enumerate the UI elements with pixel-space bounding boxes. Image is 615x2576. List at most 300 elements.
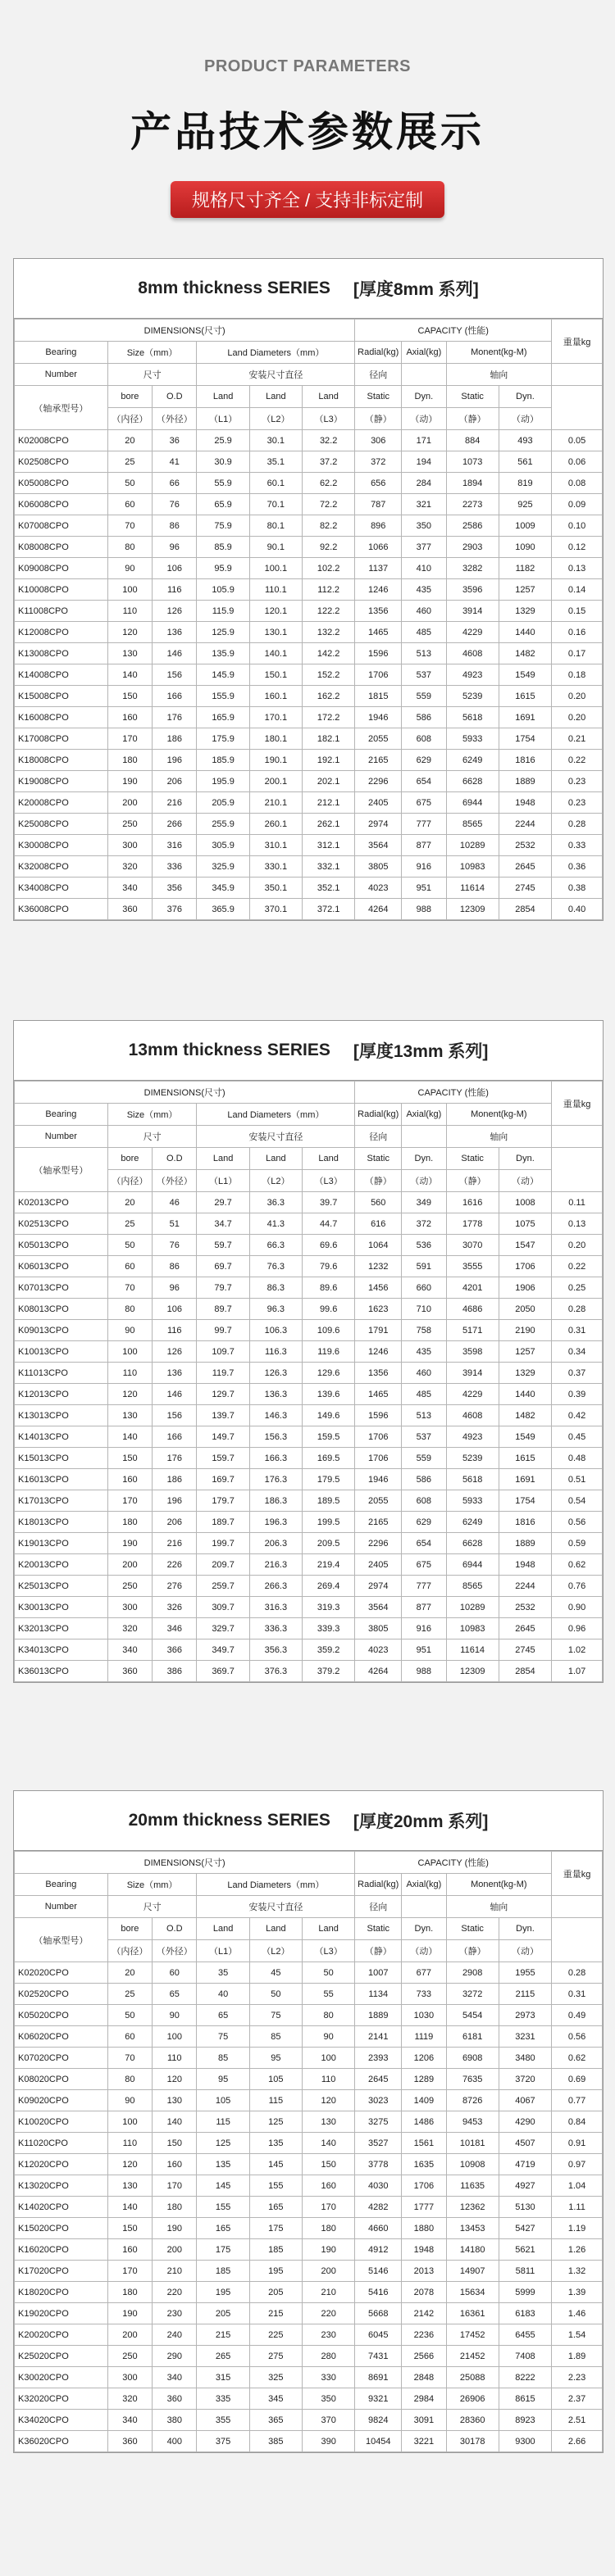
model-cell: K14020CPO: [15, 2197, 108, 2218]
value-cell: 376: [153, 899, 197, 920]
value-cell: 36.3: [249, 1192, 302, 1213]
value-cell: 359.2: [302, 1639, 354, 1661]
value-cell: 15634: [446, 2282, 499, 2303]
table-row: [15, 1448, 603, 1469]
value-cell: 2908: [446, 1962, 499, 1984]
value-cell: 195: [197, 2282, 249, 2303]
value-cell: 375: [197, 2431, 249, 2452]
value-cell: 1246: [355, 1341, 402, 1363]
model-cell: K15013CPO: [15, 1448, 108, 1469]
value-cell: 13453: [446, 2218, 499, 2239]
value-cell: 2050: [499, 1299, 551, 1320]
value-cell: 1815: [355, 686, 402, 707]
value-cell: 1.54: [552, 2324, 603, 2346]
value-cell: 0.33: [552, 835, 603, 856]
table-row: [15, 1554, 603, 1576]
radial-header: Radial(kg): [355, 1874, 402, 1896]
table-row: [15, 451, 603, 473]
value-cell: 0.05: [552, 430, 603, 451]
column-subheader: （静）: [355, 1170, 402, 1192]
land-cn-header: 安装尺寸直径: [197, 364, 355, 386]
table-row: [15, 473, 603, 494]
value-cell: 50: [107, 473, 152, 494]
model-cell: K15008CPO: [15, 686, 108, 707]
column-header: Land: [249, 1918, 302, 1940]
value-cell: 1.89: [552, 2346, 603, 2367]
value-cell: 5618: [446, 707, 499, 728]
value-cell: 85.9: [197, 537, 249, 558]
value-cell: 29.7: [197, 1192, 249, 1213]
empty-cell: [402, 1896, 446, 1918]
value-cell: 877: [402, 835, 446, 856]
value-cell: 116: [153, 579, 197, 601]
value-cell: 0.11: [552, 1192, 603, 1213]
value-cell: 6944: [446, 1554, 499, 1576]
value-cell: 1.46: [552, 2303, 603, 2324]
value-cell: 170: [107, 2261, 152, 2282]
value-cell: 386: [153, 1661, 197, 1682]
column-header: bore: [107, 1148, 152, 1170]
value-cell: 4923: [446, 664, 499, 686]
table-row: [15, 1661, 603, 1682]
value-cell: 179.7: [197, 1490, 249, 1512]
value-cell: 6455: [499, 2324, 551, 2346]
table-row: [15, 537, 603, 558]
value-cell: 4023: [355, 878, 402, 899]
value-cell: 70.1: [249, 494, 302, 515]
value-cell: 320: [107, 2388, 152, 2410]
value-cell: 1623: [355, 1299, 402, 1320]
value-cell: 1946: [355, 1469, 402, 1490]
model-cell: K09008CPO: [15, 558, 108, 579]
table-row: [15, 430, 603, 451]
value-cell: 350: [402, 515, 446, 537]
value-cell: 3598: [446, 1341, 499, 1363]
value-cell: 2236: [402, 2324, 446, 2346]
model-cell: K19020CPO: [15, 2303, 108, 2324]
value-cell: 5454: [446, 2005, 499, 2026]
value-cell: 196: [153, 1490, 197, 1512]
size-cn-header: 尺寸: [107, 1896, 197, 1918]
value-cell: 1.11: [552, 2197, 603, 2218]
value-cell: 2566: [402, 2346, 446, 2367]
value-cell: 0.90: [552, 1597, 603, 1618]
value-cell: 170: [153, 2175, 197, 2197]
value-cell: 185.9: [197, 750, 249, 771]
value-cell: 1486: [402, 2111, 446, 2133]
model-cell: K02008CPO: [15, 430, 108, 451]
column-header: Static: [355, 1918, 402, 1940]
value-cell: 0.22: [552, 750, 603, 771]
value-cell: 171: [402, 430, 446, 451]
value-cell: 1894: [446, 473, 499, 494]
value-cell: 1615: [499, 1448, 551, 1469]
dimensions-header: DIMENSIONS(尺寸): [15, 320, 355, 342]
model-cell: K13013CPO: [15, 1405, 108, 1426]
value-cell: 2645: [355, 2069, 402, 2090]
value-cell: 165: [249, 2197, 302, 2218]
value-cell: 180: [107, 750, 152, 771]
dimensions-header: DIMENSIONS(尺寸): [15, 1082, 355, 1104]
value-cell: 330: [302, 2367, 354, 2388]
value-cell: 190.1: [249, 750, 302, 771]
column-header: Land: [302, 1148, 354, 1170]
value-cell: 1.32: [552, 2261, 603, 2282]
value-cell: 155: [197, 2197, 249, 2218]
value-cell: 339.3: [302, 1618, 354, 1639]
value-cell: 30178: [446, 2431, 499, 2452]
column-header: Dyn.: [499, 386, 551, 408]
value-cell: 6045: [355, 2324, 402, 2346]
value-cell: 156.3: [249, 1426, 302, 1448]
radial-cn-header: 径向: [355, 1896, 402, 1918]
value-cell: 209.5: [302, 1533, 354, 1554]
value-cell: 0.10: [552, 515, 603, 537]
model-cell: K16020CPO: [15, 2239, 108, 2261]
value-cell: 116.3: [249, 1341, 302, 1363]
value-cell: 195: [249, 2261, 302, 2282]
value-cell: 654: [402, 771, 446, 792]
value-cell: 250: [107, 814, 152, 835]
value-cell: 10908: [446, 2154, 499, 2175]
value-cell: 160: [153, 2154, 197, 2175]
value-cell: 0.76: [552, 1576, 603, 1597]
model-cell: K07013CPO: [15, 1277, 108, 1299]
value-cell: 100.1: [249, 558, 302, 579]
value-cell: 1948: [499, 792, 551, 814]
value-cell: 360: [107, 2431, 152, 2452]
value-cell: 513: [402, 643, 446, 664]
weight-header: 重量kg: [552, 1082, 603, 1126]
value-cell: 0.54: [552, 1490, 603, 1512]
empty-cell: [552, 1918, 603, 1962]
value-cell: 110: [302, 2069, 354, 2090]
value-cell: 180: [153, 2197, 197, 2218]
value-cell: 4912: [355, 2239, 402, 2261]
value-cell: 100: [107, 2111, 152, 2133]
value-cell: 0.20: [552, 1235, 603, 1256]
value-cell: 330.1: [249, 856, 302, 878]
value-cell: 50: [302, 1962, 354, 1984]
header-chinese-title: 产品技术参数展示: [130, 109, 485, 155]
value-cell: 5811: [499, 2261, 551, 2282]
value-cell: 41.3: [249, 1213, 302, 1235]
model-cell: K36020CPO: [15, 2431, 108, 2452]
value-cell: 70: [107, 2048, 152, 2069]
value-cell: 2532: [499, 835, 551, 856]
value-cell: 79.6: [302, 1256, 354, 1277]
value-cell: 1778: [446, 1213, 499, 1235]
value-cell: 0.13: [552, 558, 603, 579]
value-cell: 205.9: [197, 792, 249, 814]
table-row: [15, 1341, 603, 1363]
value-cell: 66.3: [249, 1235, 302, 1256]
value-cell: 925: [499, 494, 551, 515]
model-cell: K30013CPO: [15, 1597, 108, 1618]
value-cell: 3596: [446, 579, 499, 601]
value-cell: 210: [302, 2282, 354, 2303]
value-cell: 4282: [355, 2197, 402, 2218]
value-cell: 150: [153, 2133, 197, 2154]
value-cell: 72.2: [302, 494, 354, 515]
table-row: [15, 771, 603, 792]
value-cell: 1073: [446, 451, 499, 473]
axial-header: Axial(kg): [402, 1874, 446, 1896]
column-subheader: （动）: [402, 1170, 446, 1192]
value-cell: 0.28: [552, 1299, 603, 1320]
value-cell: 162.2: [302, 686, 354, 707]
value-cell: 80: [107, 537, 152, 558]
model-cell: K12008CPO: [15, 622, 108, 643]
value-cell: 0.62: [552, 1554, 603, 1576]
size-header: Size（mm）: [107, 1104, 197, 1126]
value-cell: 9300: [499, 2431, 551, 2452]
value-cell: 3282: [446, 558, 499, 579]
value-cell: 1777: [402, 2197, 446, 2218]
model-header: （轴承型号）: [15, 1148, 108, 1192]
value-cell: 186: [153, 728, 197, 750]
value-cell: 360: [107, 1661, 152, 1682]
value-cell: 5933: [446, 728, 499, 750]
value-cell: 675: [402, 792, 446, 814]
value-cell: 366: [153, 1639, 197, 1661]
value-cell: 189.7: [197, 1512, 249, 1533]
value-cell: 0.62: [552, 2048, 603, 2069]
value-cell: 69.6: [302, 1235, 354, 1256]
value-cell: 5171: [446, 1320, 499, 1341]
value-cell: 140: [107, 664, 152, 686]
value-cell: 130: [153, 2090, 197, 2111]
column-header: Static: [446, 1918, 499, 1940]
size-header: Size（mm）: [107, 342, 197, 364]
value-cell: 0.38: [552, 878, 603, 899]
value-cell: 1090: [499, 537, 551, 558]
value-cell: 2165: [355, 1512, 402, 1533]
value-cell: 120: [107, 622, 152, 643]
value-cell: 75: [249, 2005, 302, 2026]
value-cell: 276: [153, 1576, 197, 1597]
value-cell: 6249: [446, 1512, 499, 1533]
value-cell: 0.20: [552, 686, 603, 707]
column-header: O.D: [153, 1148, 197, 1170]
value-cell: 25: [107, 451, 152, 473]
header-badge: 规格尺寸齐全 / 支持非标定制: [171, 181, 444, 218]
value-cell: 660: [402, 1277, 446, 1299]
value-cell: 320: [107, 1618, 152, 1639]
value-cell: 0.21: [552, 728, 603, 750]
value-cell: 99.6: [302, 1299, 354, 1320]
model-cell: K20008CPO: [15, 792, 108, 814]
value-cell: 3720: [499, 2069, 551, 2090]
value-cell: 145: [197, 2175, 249, 2197]
value-cell: 3564: [355, 835, 402, 856]
value-cell: 20: [107, 1962, 152, 1984]
value-cell: 92.2: [302, 537, 354, 558]
value-cell: 8726: [446, 2090, 499, 2111]
value-cell: 356: [153, 878, 197, 899]
value-cell: 120: [153, 2069, 197, 2090]
value-cell: 326: [153, 1597, 197, 1618]
value-cell: 1706: [355, 1426, 402, 1448]
value-cell: 4023: [355, 1639, 402, 1661]
value-cell: 60.1: [249, 473, 302, 494]
value-cell: 2.51: [552, 2410, 603, 2431]
value-cell: 170.1: [249, 707, 302, 728]
value-cell: 130: [302, 2111, 354, 2133]
table-row: [15, 1618, 603, 1639]
model-cell: K13020CPO: [15, 2175, 108, 2197]
value-cell: 6183: [499, 2303, 551, 2324]
value-cell: 190: [153, 2218, 197, 2239]
value-cell: 372.1: [302, 899, 354, 920]
size-cn-header: 尺寸: [107, 364, 197, 386]
value-cell: 5130: [499, 2197, 551, 2218]
value-cell: 1440: [499, 1384, 551, 1405]
value-cell: 166: [153, 686, 197, 707]
table-row: [15, 1512, 603, 1533]
model-cell: K12020CPO: [15, 2154, 108, 2175]
value-cell: 110: [107, 1363, 152, 1384]
value-cell: 537: [402, 1426, 446, 1448]
model-cell: K16008CPO: [15, 707, 108, 728]
column-header: Dyn.: [402, 1918, 446, 1940]
value-cell: 1754: [499, 728, 551, 750]
value-cell: 0.51: [552, 1469, 603, 1490]
value-cell: 150: [107, 1448, 152, 1469]
value-cell: 0.56: [552, 2026, 603, 2048]
value-cell: 0.06: [552, 451, 603, 473]
model-cell: K18013CPO: [15, 1512, 108, 1533]
table-row: [15, 2111, 603, 2133]
value-cell: 2745: [499, 1639, 551, 1661]
value-cell: 319.3: [302, 1597, 354, 1618]
value-cell: 6944: [446, 792, 499, 814]
value-cell: 0.12: [552, 537, 603, 558]
value-cell: 0.13: [552, 1213, 603, 1235]
value-cell: 1.19: [552, 2218, 603, 2239]
value-cell: 90: [107, 2090, 152, 2111]
value-cell: 537: [402, 664, 446, 686]
value-cell: 160: [107, 2239, 152, 2261]
value-cell: 190: [107, 2303, 152, 2324]
value-cell: 460: [402, 601, 446, 622]
column-subheader: （内径）: [107, 1940, 152, 1962]
value-cell: 369.7: [197, 1661, 249, 1682]
value-cell: 1561: [402, 2133, 446, 2154]
value-cell: 1549: [499, 1426, 551, 1448]
value-cell: 300: [107, 2367, 152, 2388]
value-cell: 2848: [402, 2367, 446, 2388]
model-cell: K17013CPO: [15, 1490, 108, 1512]
table-row: [15, 2026, 603, 2048]
value-cell: 1465: [355, 622, 402, 643]
number-header: Number: [15, 1896, 108, 1918]
value-cell: 1948: [402, 2239, 446, 2261]
column-subheader: （动）: [499, 408, 551, 430]
value-cell: 125.9: [197, 622, 249, 643]
value-cell: 377: [402, 537, 446, 558]
value-cell: 536: [402, 1235, 446, 1256]
column-subheader: （静）: [355, 408, 402, 430]
table-row: [15, 750, 603, 771]
value-cell: 196: [153, 750, 197, 771]
value-cell: 1232: [355, 1256, 402, 1277]
value-cell: 66: [153, 473, 197, 494]
column-header: Dyn.: [499, 1148, 551, 1170]
model-header: （轴承型号）: [15, 386, 108, 430]
value-cell: 216: [153, 792, 197, 814]
size-header: Size（mm）: [107, 1874, 197, 1896]
radial-header: Radial(kg): [355, 1104, 402, 1126]
value-cell: 355: [197, 2410, 249, 2431]
value-cell: 4660: [355, 2218, 402, 2239]
weight-header: 重量kg: [552, 320, 603, 364]
value-cell: 96: [153, 1277, 197, 1299]
value-cell: 1889: [499, 771, 551, 792]
value-cell: 80.1: [249, 515, 302, 537]
table-row: [15, 1490, 603, 1512]
value-cell: 2645: [499, 856, 551, 878]
value-cell: 136.3: [249, 1384, 302, 1405]
value-cell: 10983: [446, 1618, 499, 1639]
value-cell: 230: [153, 2303, 197, 2324]
column-header: Land: [197, 1148, 249, 1170]
value-cell: 0.96: [552, 1618, 603, 1639]
model-cell: K20013CPO: [15, 1554, 108, 1576]
value-cell: 132.2: [302, 622, 354, 643]
value-cell: 86: [153, 515, 197, 537]
value-cell: 284: [402, 473, 446, 494]
series-table-card: [13, 258, 604, 921]
value-cell: 2296: [355, 771, 402, 792]
value-cell: 777: [402, 814, 446, 835]
table-row: [15, 2154, 603, 2175]
column-subheader: （静）: [355, 1940, 402, 1962]
value-cell: 176.3: [249, 1469, 302, 1490]
value-cell: 0.59: [552, 1533, 603, 1554]
column-header: Dyn.: [402, 1148, 446, 1170]
value-cell: 145: [249, 2154, 302, 2175]
column-header: Land: [249, 386, 302, 408]
value-cell: 41: [153, 451, 197, 473]
value-cell: 6908: [446, 2048, 499, 2069]
model-cell: K12013CPO: [15, 1384, 108, 1405]
value-cell: 30.1: [249, 430, 302, 451]
value-cell: 321: [402, 494, 446, 515]
table-row: [15, 1277, 603, 1299]
axial-cn-header: 轴向: [446, 364, 552, 386]
radial-cn-header: 径向: [355, 364, 402, 386]
axial-header: Axial(kg): [402, 342, 446, 364]
table-row: [15, 579, 603, 601]
value-cell: 180: [107, 2282, 152, 2303]
value-cell: 260.1: [249, 814, 302, 835]
value-cell: 819: [499, 473, 551, 494]
value-cell: 140: [107, 1426, 152, 1448]
value-cell: 4229: [446, 1384, 499, 1405]
column-subheader: （动）: [499, 1170, 551, 1192]
value-cell: 12309: [446, 1661, 499, 1682]
value-cell: 130.1: [249, 622, 302, 643]
value-cell: 212.1: [302, 792, 354, 814]
value-cell: 3914: [446, 601, 499, 622]
value-cell: 85: [249, 2026, 302, 2048]
column-subheader: （静）: [446, 1940, 499, 1962]
value-cell: 0.45: [552, 1426, 603, 1448]
value-cell: 2.37: [552, 2388, 603, 2410]
value-cell: 0.31: [552, 1320, 603, 1341]
value-cell: 3527: [355, 2133, 402, 2154]
